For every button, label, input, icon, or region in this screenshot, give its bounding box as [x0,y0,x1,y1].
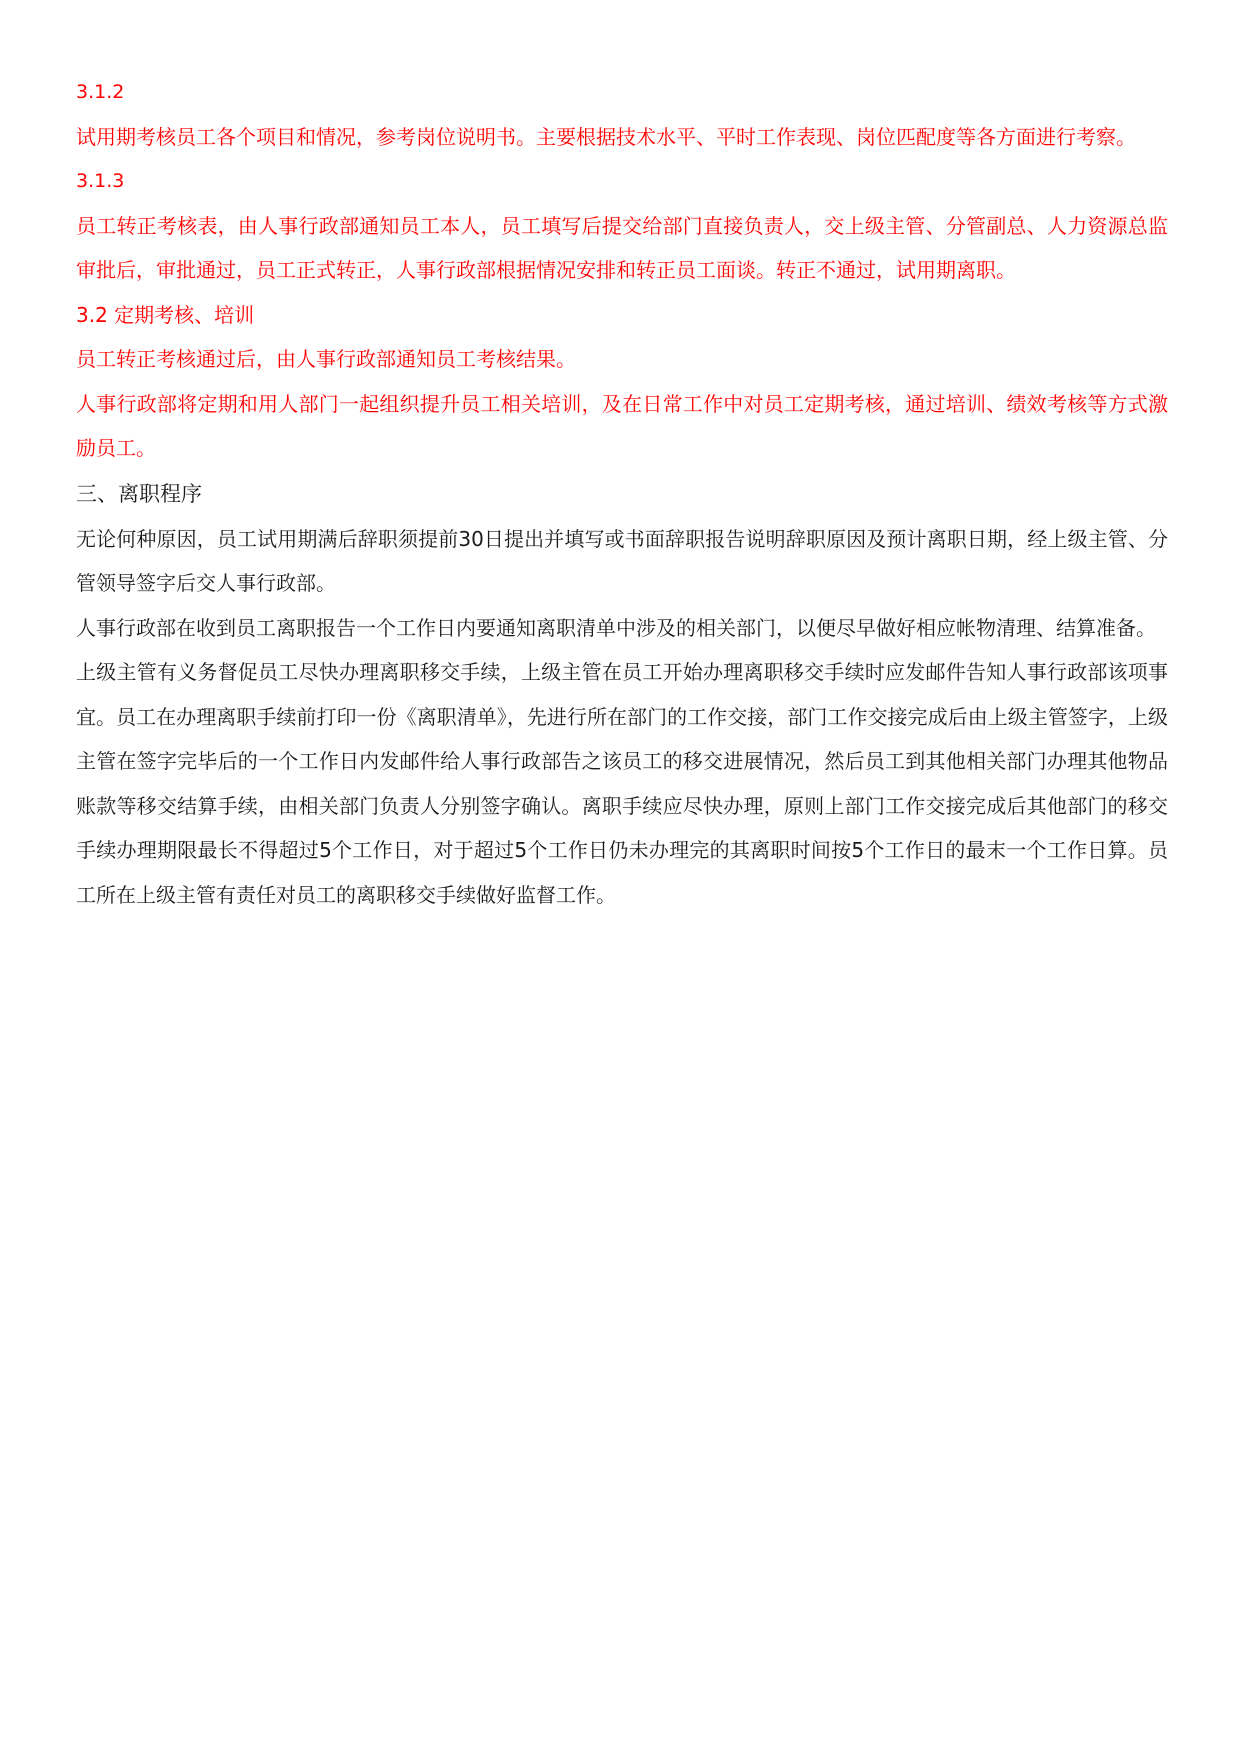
resignation-paragraph-1: 无论何种原因，员工试用期满后辞职须提前30日提出并填写或书面辞职报告说明辞职原因及预计离职日期，经上级主管、分管领导签字后交人事行政部。 [76,526,1168,595]
section-3-2-paragraph-1: 员工转正考核通过后，由人事行政部通知员工考核结果。 [76,347,576,371]
resignation-paragraph-3: 上级主管有义务督促员工尽快办理离职移交手续，上级主管在员工开始办理离职移交手续时应发邮件告知人事行政部该项事宜。员工在办理离职手续前打印一份《离职清单》，先进行所在部门的工作交接，部门工作交接完成后由上级主管签字，上级主管在签字完毕后的一个工作日内发邮件给人事行政部告之该员工的移交进展情况，然后员工到其他相关部门办理其他物品账款等移交结算手续，由相关部门负责人分别签字确认。离职手续应尽快办理，原则上部门工作交接完成后其他部门的移交手续办理期限最长不得超过5个工作日，对于超过5个工作日仍未办理完的其离职时间按5个工作日的最末一个工作日算。员工所在上级主管有责任对员工的离职移交手续做好监督工作。 [76,660,1168,907]
section-3-1-2-number: 3.1.2 [76,81,125,103]
section-3-1-3-text: 员工转正考核表，由人事行政部通知员工本人，员工填写后提交给部门直接负责人，交上级主管、分管副总、人力资源总监审批后，审批通过，员工正式转正，人事行政部根据情况安排和转正员工面谈。转正不通过，试用期离职。 [76,213,1168,282]
resignation-heading: 三、离职程序 [76,481,202,506]
section-3-1-3-number: 3.1.3 [76,170,125,192]
section-3-1-2-text: 试用期考核员工各个项目和情况，参考岗位说明书。主要根据技术水平、平时工作表现、岗位匹配度等各方面进行考察。 [76,124,1136,149]
document-page [76,70,1168,917]
section-3-2-paragraph-2: 人事行政部将定期和用人部门一起组织提升员工相关培训，及在日常工作中对员工定期考核，通过培训、绩效考核等方式激励员工。 [76,391,1168,460]
section-3-2-title: 3.2 定期考核、培训 [76,302,255,327]
resignation-paragraph-2: 人事行政部在收到员工离职报告一个工作日内要通知离职清单中涉及的相关部门，以便尽早做好相应帐物清理、结算准备。 [76,615,1156,640]
